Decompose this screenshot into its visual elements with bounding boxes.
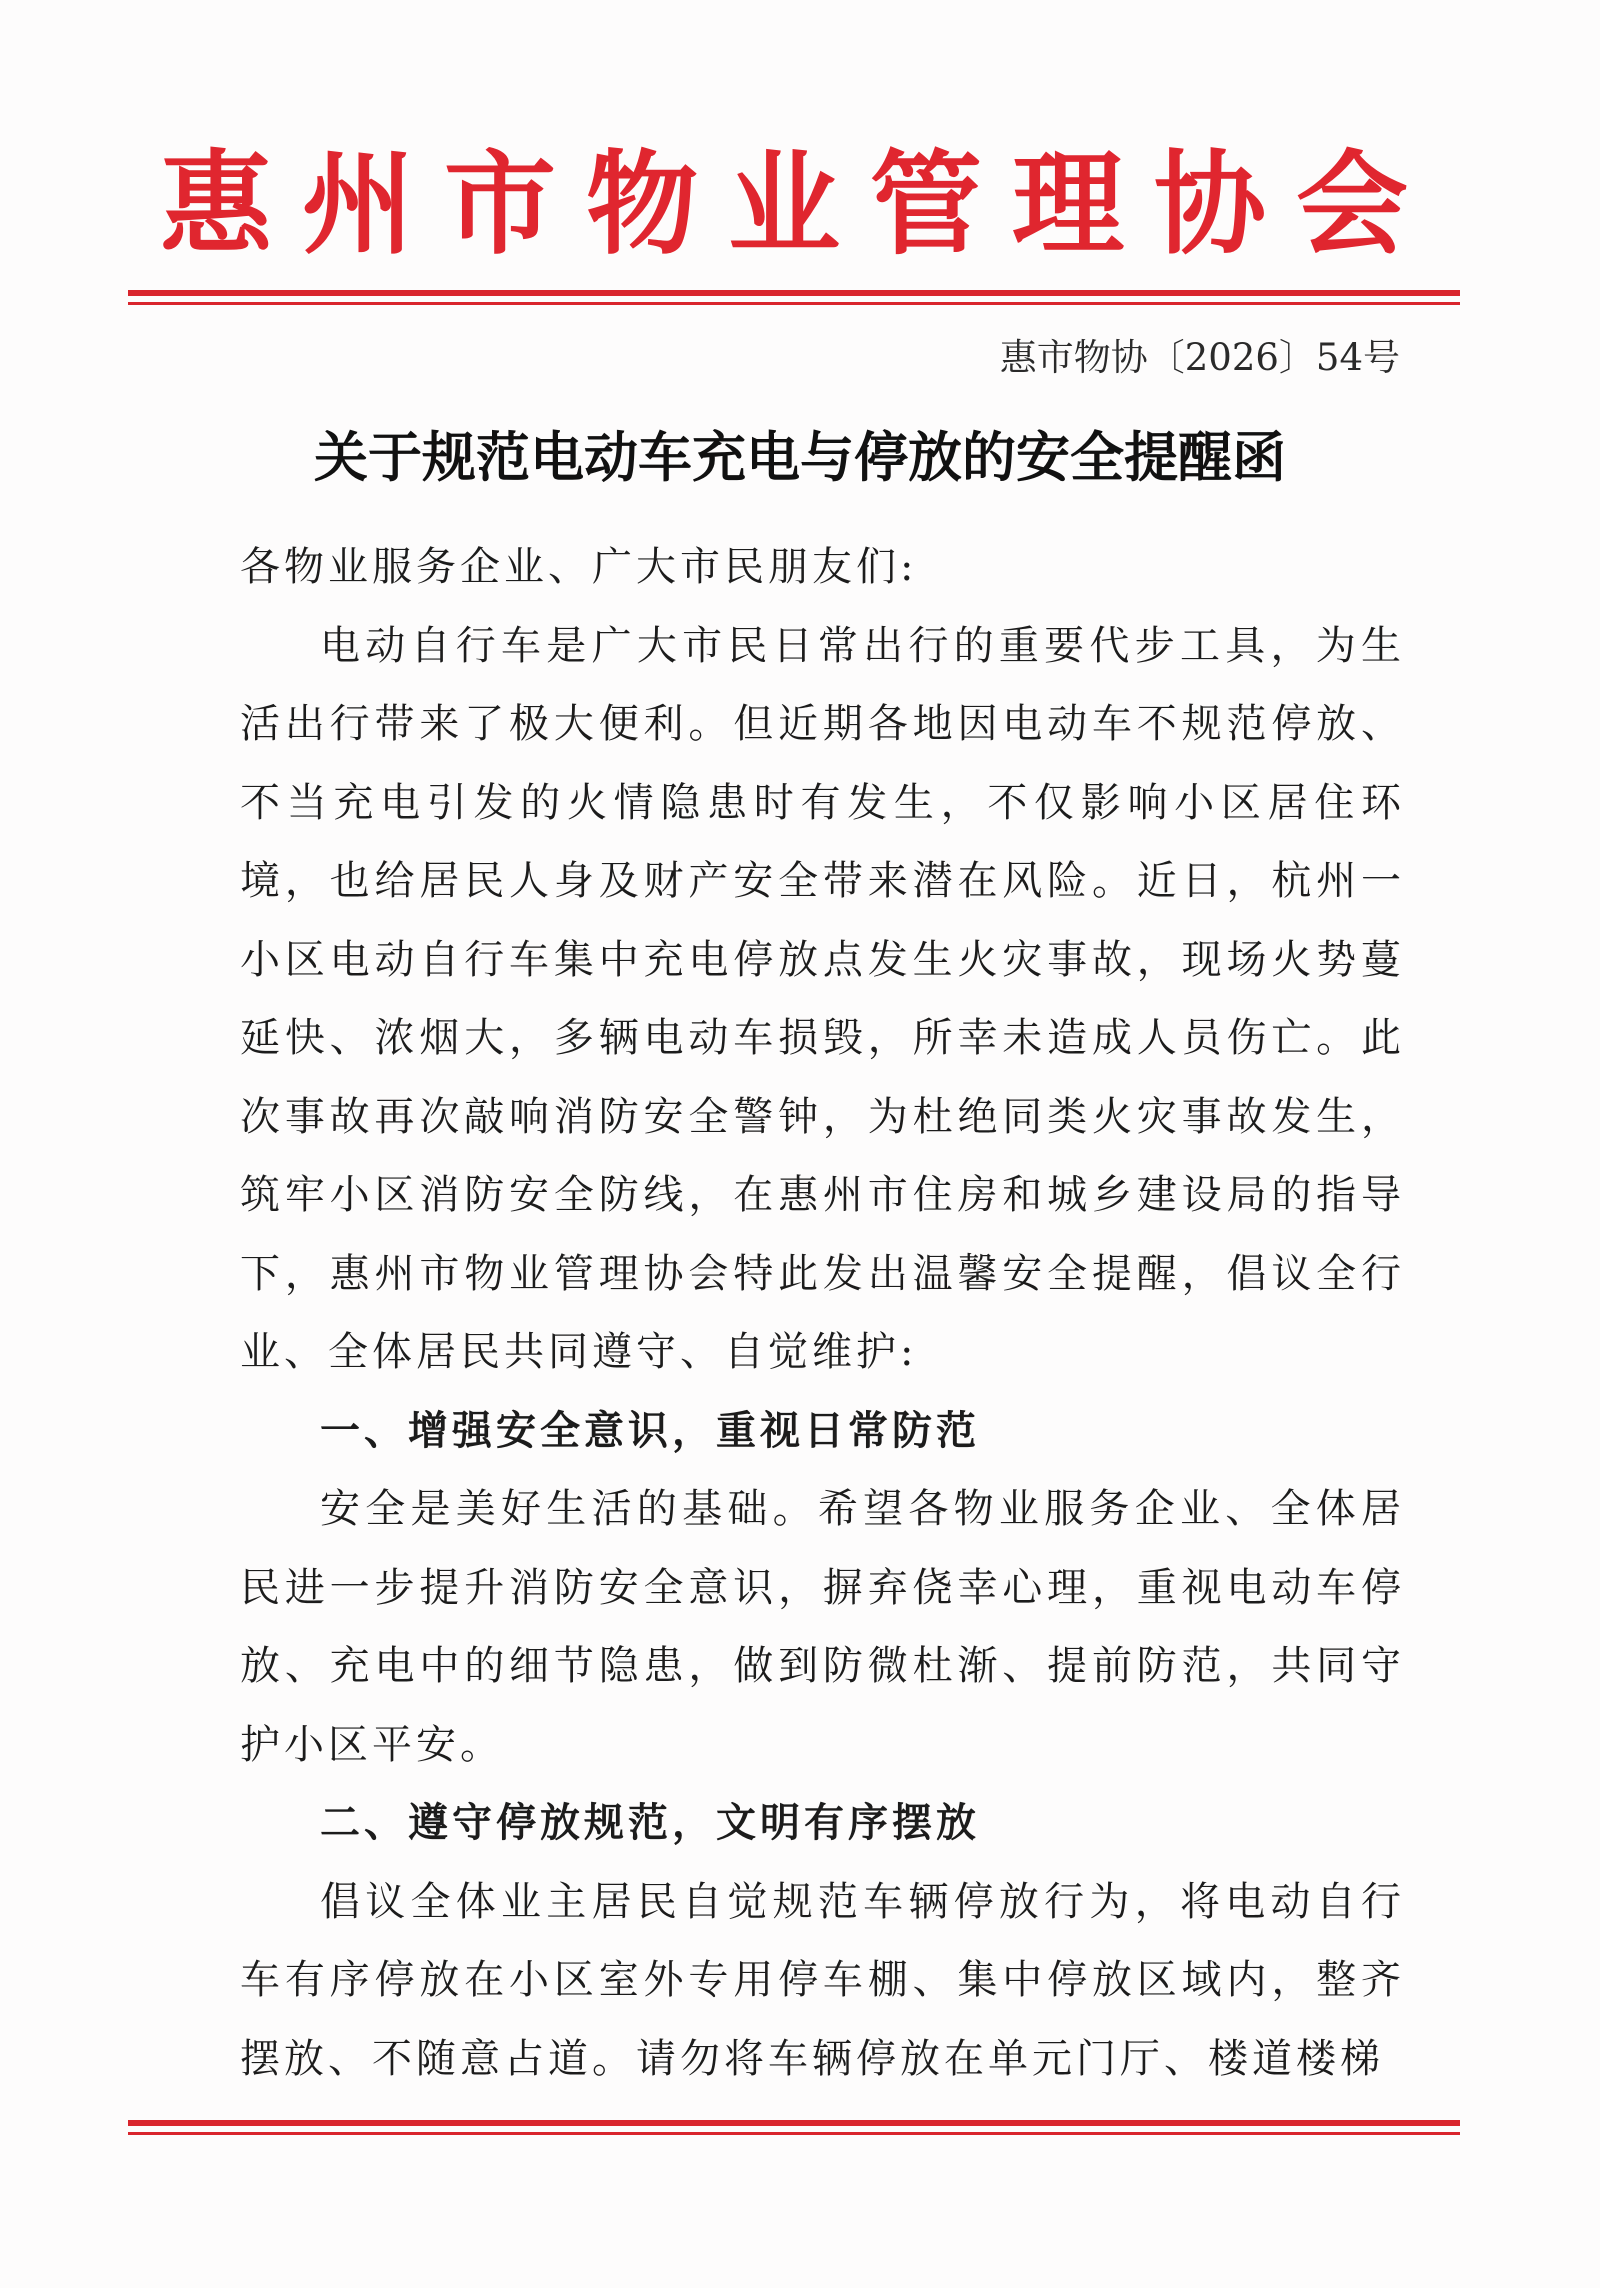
section-1-heading: 一、增强安全意识，重视日常防范 <box>320 1407 980 1454</box>
salutation: 各物业服务企业、广大市民朋友们: <box>240 544 918 590</box>
footer-rule-thick <box>128 2120 1460 2126</box>
section-1-paragraph: 安全是美好生活的基础。希望各物业服务企业、全体居民进一步提升消防安全意识，摒弃侥幸心理，重视电动车停放、充电中的细节隐患，做到防微杜渐、提前防范，共同守护小区平安。 <box>240 1486 1405 1768</box>
section-2-paragraph: 倡议全体业主居民自觉规范车辆停放行为，将电动自行车有序停放在小区室外专用停车棚、集中停放区域内，整齐摆放、不随意占道。请勿将车辆停放在单元门厅、楼道楼梯 <box>240 1878 1405 2082</box>
letterhead-rule-thin <box>128 302 1460 305</box>
document-number: 惠市物协〔2026〕54号 <box>999 336 1400 379</box>
document-title: 关于规范电动车充电与停放的安全提醒函 <box>314 426 1286 489</box>
document-body <box>240 528 1405 2098</box>
section-2-heading: 二、遵守停放规范，文明有序摆放 <box>320 1800 980 1846</box>
intro-paragraph: 电动自行车是广大市民日常出行的重要代步工具，为生活出行带来了极大便利。但近期各地因电动车不规范停放、不当充电引发的火情隐患时有发生，不仅影响小区居住环境，也给居民人身及财产安全带来潜在风险。近日，杭州一小区电动自行车集中充电停放点发生火灾事故，现场火势蔓延快、浓烟大，多辆电动车损毁，所幸未造成人员伤亡。此次事故再次敲响消防安全警钟，为杜绝同类火灾事故发生，筑牢小区消防安全防线，在惠州市住房和城乡建设局的指导下，惠州市物业管理协会特此发出温馨安全提醒，倡议全行业、全体居民共同遵守、自觉维护: <box>240 622 1405 1375</box>
letterhead-org-name: 惠州市物业管理协会 <box>160 139 1438 270</box>
footer-rule-thin <box>128 2132 1460 2135</box>
letterhead-rule-thick <box>128 290 1460 296</box>
